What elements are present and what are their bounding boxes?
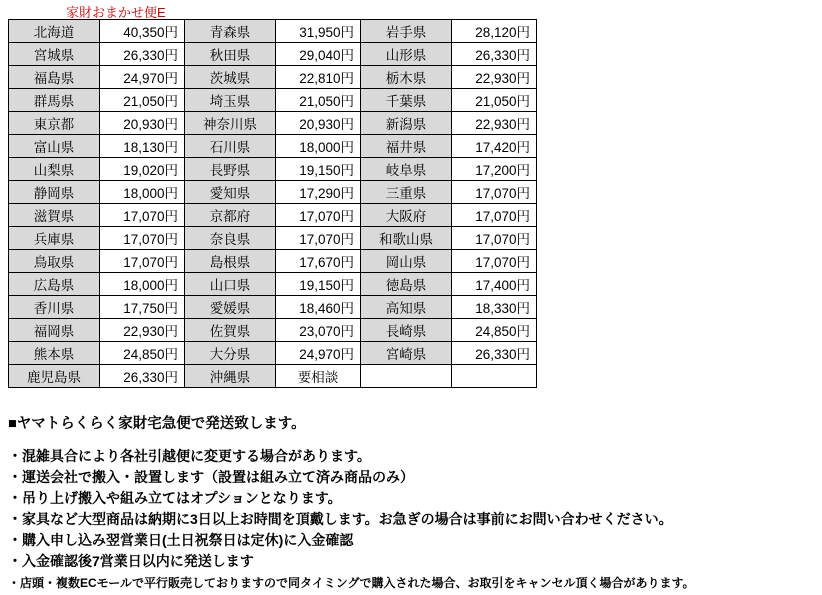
- prefecture-cell: 奈良県: [185, 227, 276, 250]
- price-cell: 19,150円: [276, 158, 361, 181]
- price-cell: 20,930円: [276, 112, 361, 135]
- prefecture-cell: 石川県: [185, 135, 276, 158]
- table-body: [9, 20, 537, 388]
- prefecture-cell: 愛媛県: [185, 296, 276, 319]
- prefecture-cell: 高知県: [361, 296, 452, 319]
- table-row: [9, 112, 537, 135]
- shipping-fee-table: [8, 19, 537, 388]
- prefecture-cell: 兵庫県: [9, 227, 100, 250]
- prefecture-cell: 大阪府: [361, 204, 452, 227]
- prefecture-cell: 茨城県: [185, 66, 276, 89]
- prefecture-cell: 長野県: [185, 158, 276, 181]
- price-cell: 31,950円: [276, 20, 361, 43]
- price-cell: 18,000円: [100, 181, 185, 204]
- prefecture-cell: 神奈川県: [185, 112, 276, 135]
- prefecture-cell: 群馬県: [9, 89, 100, 112]
- prefecture-cell: 和歌山県: [361, 227, 452, 250]
- prefecture-cell: 長崎県: [361, 319, 452, 342]
- notes-list: [8, 446, 808, 572]
- notes-heading: ■ヤマトらくらく家財宅急便で発送致します。: [8, 416, 306, 432]
- table-row: [9, 319, 537, 342]
- price-cell: 18,130円: [100, 135, 185, 158]
- prefecture-cell: 山形県: [361, 43, 452, 66]
- prefecture-cell: 山口県: [185, 273, 276, 296]
- table-row: [9, 181, 537, 204]
- price-cell: 18,460円: [276, 296, 361, 319]
- price-cell: 17,200円: [452, 158, 537, 181]
- prefecture-cell: 香川県: [9, 296, 100, 319]
- price-cell: 40,350円: [100, 20, 185, 43]
- price-cell: 19,020円: [100, 158, 185, 181]
- prefecture-cell: 沖縄県: [185, 365, 276, 388]
- prefecture-cell: 岐阜県: [361, 158, 452, 181]
- price-cell: 17,070円: [100, 250, 185, 273]
- price-cell: 23,070円: [276, 319, 361, 342]
- price-cell: 17,420円: [452, 135, 537, 158]
- prefecture-cell: 宮城県: [9, 43, 100, 66]
- price-cell: 22,930円: [100, 319, 185, 342]
- notes-section: [8, 412, 808, 593]
- table-row: [9, 66, 537, 89]
- price-cell: 18,000円: [276, 135, 361, 158]
- prefecture-cell: 京都府: [185, 204, 276, 227]
- price-cell: 28,120円: [452, 20, 537, 43]
- table-row: [9, 365, 537, 388]
- price-cell: 17,070円: [452, 204, 537, 227]
- price-cell: 17,070円: [100, 227, 185, 250]
- prefecture-cell: 福島県: [9, 66, 100, 89]
- table-row: [9, 204, 537, 227]
- note-line: ・入金確認後7営業日以内に発送します: [8, 553, 254, 569]
- price-cell: 26,330円: [100, 43, 185, 66]
- price-cell: 18,330円: [452, 296, 537, 319]
- note-line: ・運送会社で搬入・設置します（設置は組み立て済み商品のみ）: [8, 469, 414, 485]
- price-cell: 19,150円: [276, 273, 361, 296]
- prefecture-cell: 静岡県: [9, 181, 100, 204]
- note-line: ・購入申し込み翌営業日(土日祝祭日は定休)に入金確認: [8, 532, 354, 548]
- note-line: ・混雑具合により各社引越便に変更する場合があります。: [8, 448, 371, 464]
- price-cell: 要相談: [276, 365, 361, 388]
- price-cell: 17,070円: [100, 204, 185, 227]
- table-row: [9, 20, 537, 43]
- price-cell: 24,850円: [452, 319, 537, 342]
- price-cell: 17,070円: [452, 250, 537, 273]
- prefecture-cell: 千葉県: [361, 89, 452, 112]
- blank-cell: [452, 365, 537, 388]
- prefecture-cell: 東京都: [9, 112, 100, 135]
- table-row: [9, 135, 537, 158]
- prefecture-cell: 島根県: [185, 250, 276, 273]
- prefecture-cell: 富山県: [9, 135, 100, 158]
- note-line: ・家具など大型商品は納期に3日以上お時間を頂戴します。お急ぎの場合は事前にお問い合わせください。: [8, 511, 673, 527]
- table-row: [9, 227, 537, 250]
- prefecture-cell: 鳥取県: [9, 250, 100, 273]
- price-cell: 17,290円: [276, 181, 361, 204]
- prefecture-cell: 新潟県: [361, 112, 452, 135]
- prefecture-cell: 岩手県: [361, 20, 452, 43]
- table-row: [9, 342, 537, 365]
- price-cell: 17,400円: [452, 273, 537, 296]
- prefecture-cell: 愛知県: [185, 181, 276, 204]
- prefecture-cell: 秋田県: [185, 43, 276, 66]
- table-row: [9, 89, 537, 112]
- price-cell: 22,930円: [452, 112, 537, 135]
- price-cell: 17,070円: [276, 204, 361, 227]
- table-row: [9, 158, 537, 181]
- prefecture-cell: 鹿児島県: [9, 365, 100, 388]
- prefecture-cell: 滋賀県: [9, 204, 100, 227]
- page-title: 家財おまかせ便E: [66, 5, 166, 20]
- table-row: [9, 296, 537, 319]
- price-cell: 21,050円: [452, 89, 537, 112]
- prefecture-cell: 北海道: [9, 20, 100, 43]
- price-cell: 22,930円: [452, 66, 537, 89]
- note-line: ・吊り上げ搬入や組み立てはオプションとなります。: [8, 490, 342, 506]
- prefecture-cell: 岡山県: [361, 250, 452, 273]
- prefecture-cell: 埼玉県: [185, 89, 276, 112]
- price-cell: 21,050円: [276, 89, 361, 112]
- price-cell: 17,070円: [452, 181, 537, 204]
- prefecture-cell: 徳島県: [361, 273, 452, 296]
- price-cell: 24,850円: [100, 342, 185, 365]
- price-cell: 18,000円: [100, 273, 185, 296]
- price-cell: 29,040円: [276, 43, 361, 66]
- prefecture-cell: 福岡県: [9, 319, 100, 342]
- prefecture-cell: 三重県: [361, 181, 452, 204]
- price-cell: 26,330円: [452, 43, 537, 66]
- price-cell: 21,050円: [100, 89, 185, 112]
- price-cell: 26,330円: [452, 342, 537, 365]
- price-cell: 24,970円: [100, 66, 185, 89]
- notes-small-line: ・店頭・複数ECモールで平行販売しておりますので同タイミングで購入された場合、お取引をキャンセル頂く場合があります。: [8, 576, 695, 590]
- table-row: [9, 43, 537, 66]
- prefecture-cell: 宮崎県: [361, 342, 452, 365]
- blank-cell: [361, 365, 452, 388]
- price-cell: 17,670円: [276, 250, 361, 273]
- price-cell: 22,810円: [276, 66, 361, 89]
- price-cell: 24,970円: [276, 342, 361, 365]
- table-row: [9, 273, 537, 296]
- prefecture-cell: 福井県: [361, 135, 452, 158]
- table-row: [9, 250, 537, 273]
- prefecture-cell: 栃木県: [361, 66, 452, 89]
- price-cell: 26,330円: [100, 365, 185, 388]
- prefecture-cell: 山梨県: [9, 158, 100, 181]
- price-cell: 17,750円: [100, 296, 185, 319]
- price-cell: 17,070円: [276, 227, 361, 250]
- prefecture-cell: 青森県: [185, 20, 276, 43]
- prefecture-cell: 広島県: [9, 273, 100, 296]
- prefecture-cell: 佐賀県: [185, 319, 276, 342]
- prefecture-cell: 熊本県: [9, 342, 100, 365]
- price-cell: 20,930円: [100, 112, 185, 135]
- price-cell: 17,070円: [452, 227, 537, 250]
- prefecture-cell: 大分県: [185, 342, 276, 365]
